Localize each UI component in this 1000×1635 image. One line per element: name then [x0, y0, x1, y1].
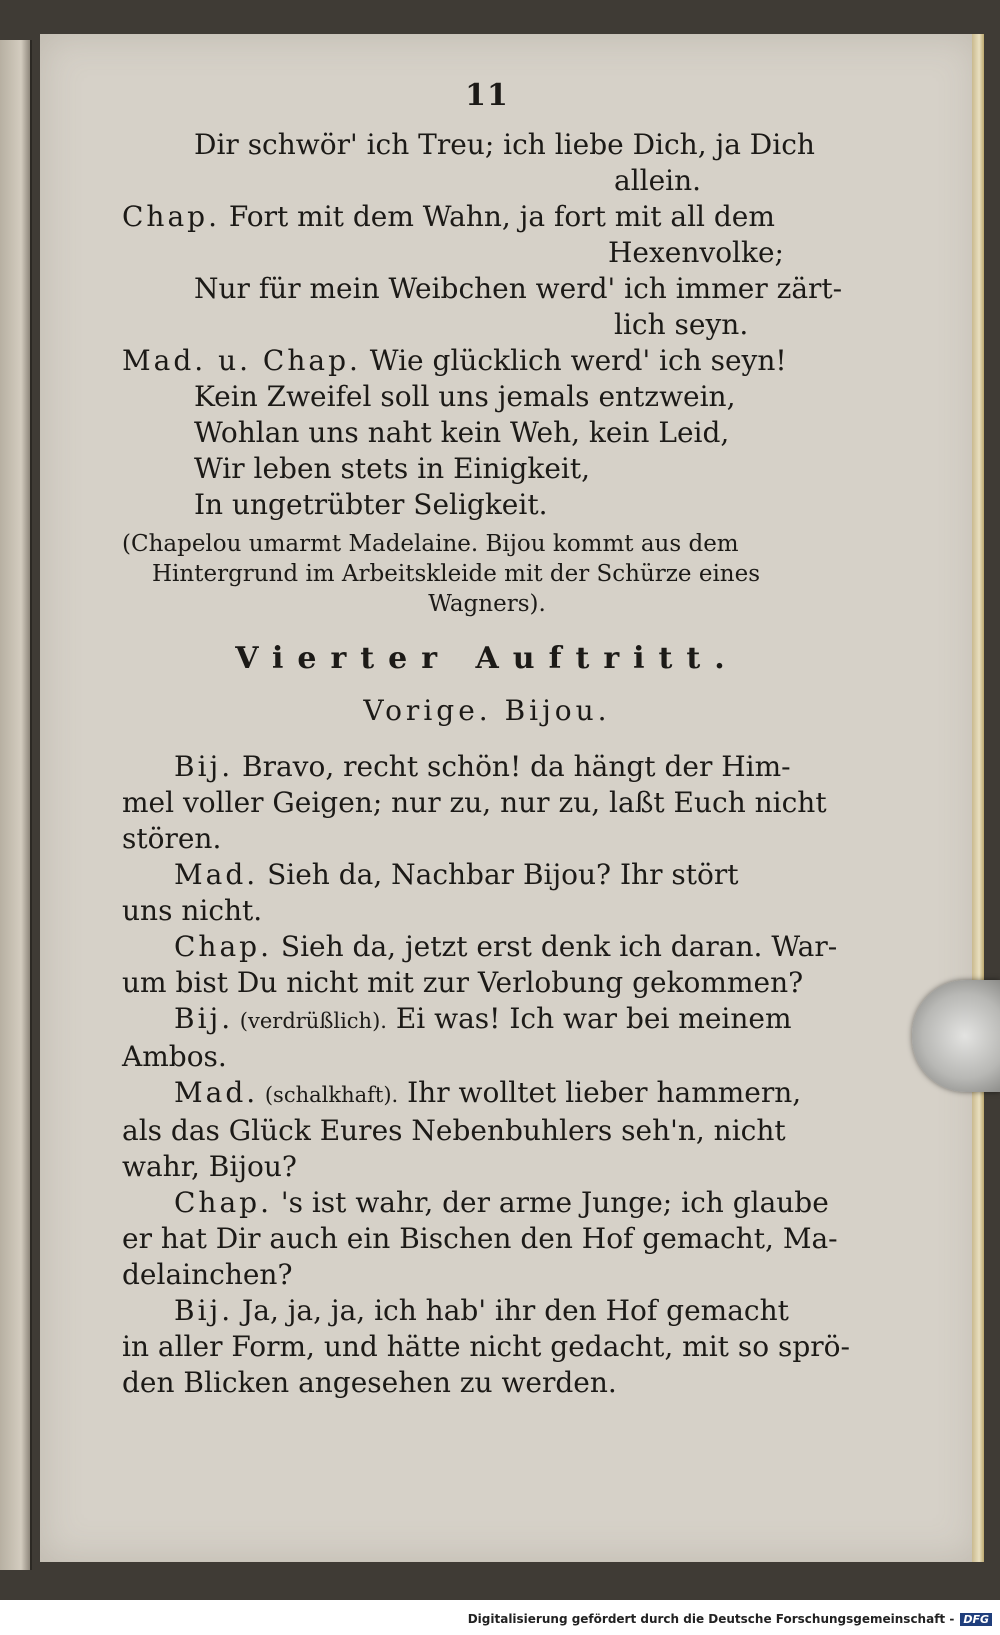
text-line — [122, 379, 852, 415]
speaker-name: Chap. — [174, 1186, 272, 1219]
line-text: Hexenvolke; — [608, 236, 784, 269]
line-text: Fort mit dem Wahn, ja fort mit all dem — [219, 200, 775, 233]
speaker-name: Bij. — [174, 1294, 234, 1327]
line-text: Ja, ja, ja, ich hab' ihr den Hof gemacht — [233, 1294, 789, 1327]
footer-text: Digitalisierung gefördert durch die Deutsche Forschungsgemeinschaft - — [467, 1612, 955, 1626]
text-line — [122, 1293, 852, 1329]
previous-page-edge — [0, 40, 32, 1570]
speaker-name: Chap. — [174, 930, 272, 963]
stage-aside: (verdrüßlich). — [233, 1009, 387, 1033]
text-line — [122, 1113, 852, 1149]
line-text: Bravo, recht schön! da hängt der Him- — [233, 750, 791, 783]
text-line — [122, 1001, 852, 1039]
line-text: lich seyn. — [614, 308, 749, 341]
line-text: uns nicht. — [122, 894, 263, 927]
line-text: stören. — [122, 822, 222, 855]
text-line — [122, 1329, 852, 1365]
line-text: Nur für mein Weibchen werd' ich immer zärt- — [194, 272, 843, 305]
text-line — [122, 271, 852, 307]
text-line — [122, 199, 852, 235]
line-text: allein. — [614, 164, 702, 197]
line-text: 's ist wahr, der arme Junge; ich glaube — [271, 1186, 829, 1219]
line-text: er hat Dir auch ein Bischen den Hof gemacht, Ma- — [122, 1222, 838, 1255]
text-line — [122, 1149, 852, 1185]
text-line — [122, 857, 852, 893]
line-text: in aller Form, und hätte nicht gedacht, mit so sprö- — [122, 1330, 850, 1363]
line-text: Ambos. — [122, 1040, 227, 1073]
text-line — [122, 785, 852, 821]
line-text: Ei was! Ich war bei meinem — [386, 1002, 792, 1035]
line-text: wahr, Bijou? — [122, 1150, 297, 1183]
line-text: In ungetrübter Seligkeit. — [194, 488, 548, 521]
speaker-name: Chap. — [122, 200, 220, 233]
line-text: Sieh da, jetzt erst denk ich daran. War- — [271, 930, 838, 963]
text-line — [122, 1365, 852, 1401]
text-line — [122, 929, 852, 965]
stage-direction-line: (Chapelou umarmt Madelaine. Bijou kommt aus dem — [122, 531, 739, 557]
line-text: Sieh da, Nachbar Bijou? Ihr stört — [258, 858, 739, 891]
stage-direction — [122, 529, 852, 619]
text-line — [122, 307, 852, 343]
line-text: um bist Du nicht mit zur Verlobung gekommen? — [122, 966, 804, 999]
text-line — [122, 127, 852, 163]
line-text: als das Glück Eures Nebenbuhlers seh'n, nicht — [122, 1114, 786, 1147]
line-text: Wir leben stets in Einigkeit, — [194, 452, 591, 485]
text-line — [122, 1257, 852, 1293]
text-line — [122, 821, 852, 857]
line-text: den Blicken angesehen zu werden. — [122, 1366, 617, 1399]
text-line — [122, 893, 852, 929]
page-text — [122, 78, 852, 1401]
text-line — [122, 965, 852, 1001]
line-text: Wie glücklich werd' ich seyn! — [360, 344, 787, 377]
text-line — [122, 343, 852, 379]
line-text: mel voller Geigen; nur zu, nur zu, laßt Euch nicht — [122, 786, 827, 819]
stage-direction-line: Wagners). — [428, 591, 546, 617]
scene-characters: Vorige. Bijou. — [363, 694, 611, 727]
speaker-name: Mad. u. Chap. — [122, 344, 361, 377]
line-text: Wohlan uns naht kein Weh, kein Leid, — [194, 416, 730, 449]
text-line — [122, 1039, 852, 1075]
line-text: Dir schwör' ich Treu; ich liebe Dich, ja Dich — [194, 128, 815, 161]
text-line — [122, 1185, 852, 1221]
text-line — [122, 749, 852, 785]
text-line — [122, 487, 852, 523]
line-text: Ihr wolltet lieber hammern, — [398, 1076, 802, 1109]
scene-heading: Vierter Auftritt. — [235, 641, 739, 676]
text-line — [122, 1221, 852, 1257]
text-line — [122, 451, 852, 487]
speaker-name: Bij. — [174, 1002, 234, 1035]
line-text: Kein Zweifel soll uns jemals entzwein, — [194, 380, 736, 413]
digitization-footer — [468, 1612, 992, 1626]
dfg-logo: DFG — [960, 1613, 992, 1626]
text-line — [122, 415, 852, 451]
speaker-name: Bij. — [174, 750, 234, 783]
speaker-name: Mad. — [174, 858, 259, 891]
text-line — [122, 235, 852, 271]
dialogue-block — [122, 749, 852, 1401]
stage-aside: (schalkhaft). — [258, 1083, 399, 1107]
text-line — [122, 1075, 852, 1113]
speaker-name: Mad. — [174, 1076, 259, 1109]
page-stack-edge — [972, 34, 984, 1562]
line-text: delainchen? — [122, 1258, 293, 1291]
text-line — [122, 163, 852, 199]
stage-direction-line: Hintergrund im Arbeitskleide mit der Schürze eines — [152, 561, 761, 587]
page-number: 11 — [465, 78, 509, 113]
verse-block — [122, 127, 852, 523]
